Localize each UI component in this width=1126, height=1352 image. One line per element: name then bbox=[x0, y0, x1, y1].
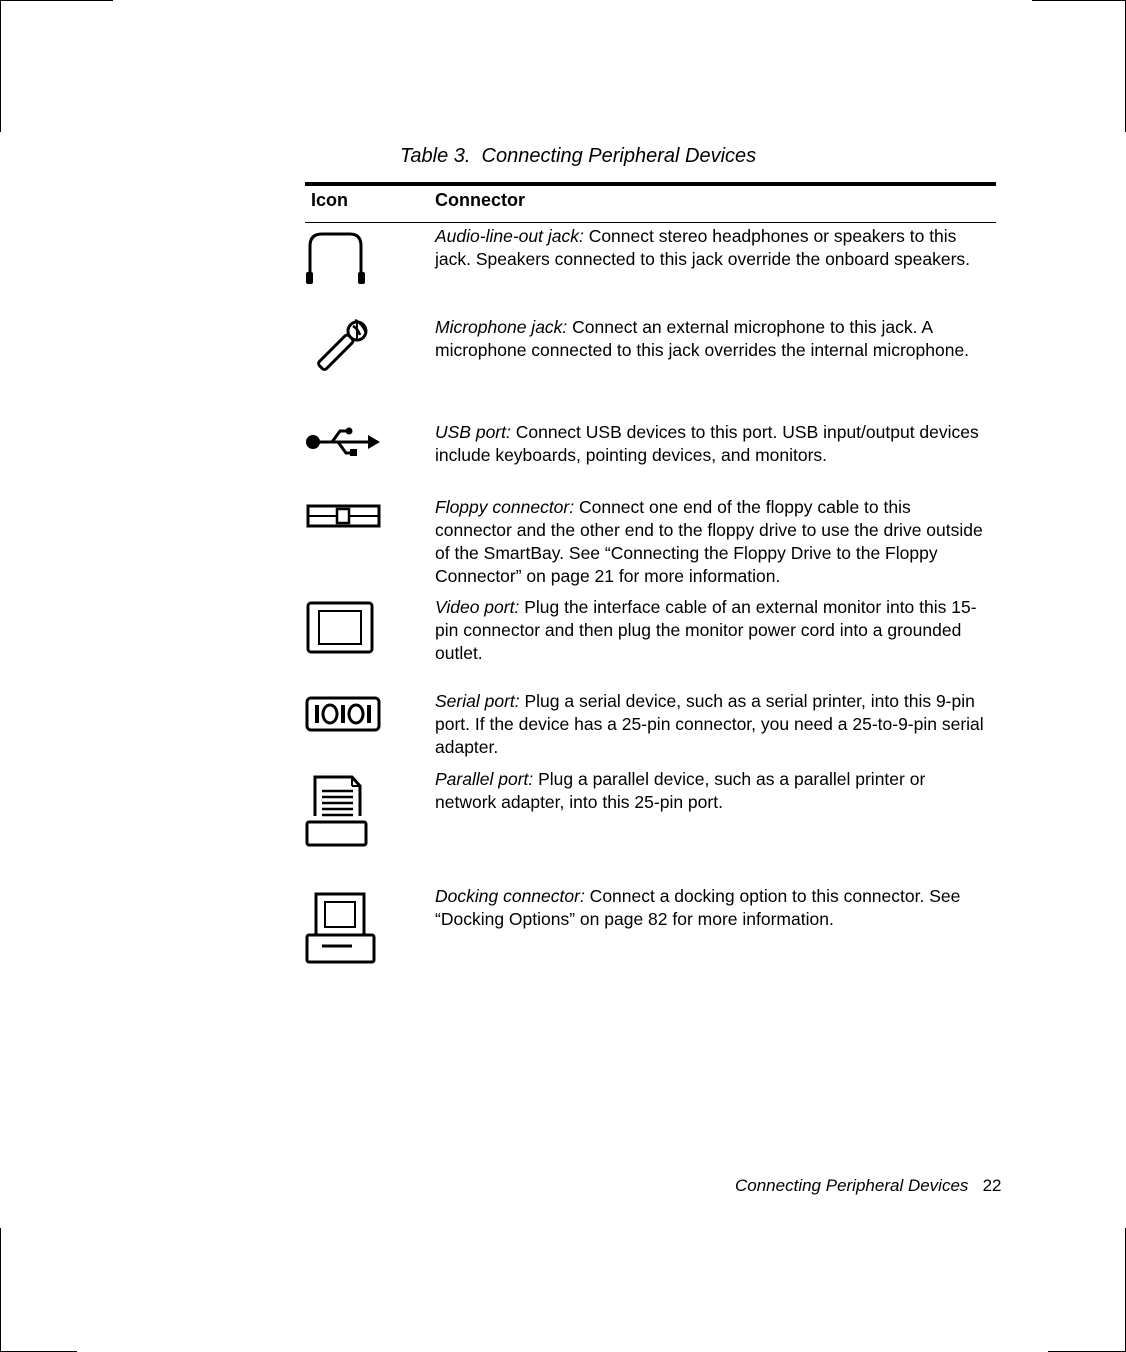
table-row bbox=[435, 885, 990, 931]
connector-description: Connect one end of the floppy cable to this connector and the other end to the floppy drive to use the drive outside of the SmartBay. See “Connecting the Floppy Drive to the Floppy Connector” on page 21 for more information. bbox=[435, 497, 983, 586]
connector-term: Floppy connector: bbox=[435, 497, 575, 517]
connector-term: USB port: bbox=[435, 422, 511, 442]
page-number: 22 bbox=[982, 1176, 1002, 1195]
microphone-icon bbox=[300, 316, 390, 382]
page-footer bbox=[735, 1176, 1002, 1196]
connector-description: Plug a serial device, such as a serial printer, into this 9-pin port. If the device has a 25-pin connector, you need a 25-to-9-pin serial adapter. bbox=[435, 691, 984, 757]
connector-term: Microphone jack: bbox=[435, 317, 568, 337]
table-row bbox=[435, 316, 990, 362]
crop-mark bbox=[0, 0, 1, 132]
table-caption: Table 3. Connecting Peripheral Devices bbox=[400, 145, 757, 167]
table-row bbox=[435, 496, 990, 588]
connector-term: Docking connector: bbox=[435, 886, 585, 906]
connector-description: Plug the interface cable of an external monitor into this 15-pin connector and then plug the monitor power cord into a grounded outlet. bbox=[435, 597, 977, 663]
column-header-connector: Connector bbox=[435, 190, 525, 210]
connector-description: Plug a parallel device, such as a parallel printer or network adapter, into this 25-pin port. bbox=[435, 769, 926, 812]
connector-term: Audio-line-out jack: bbox=[435, 226, 584, 246]
column-header-icon: Icon bbox=[311, 190, 349, 210]
connector-description: Connect an external microphone to this jack. A microphone connected to this jack overrides the internal microphone. bbox=[435, 317, 970, 360]
printer-icon bbox=[300, 772, 390, 850]
crop-mark bbox=[1032, 0, 1126, 1]
connector-term: Parallel port: bbox=[435, 769, 534, 789]
crop-mark bbox=[0, 0, 113, 1]
footer-title: Connecting Peripheral Devices bbox=[735, 1176, 969, 1195]
table-row bbox=[435, 596, 990, 665]
connector-description: Connect a docking option to this connector. See “Docking Options” on page 82 for more information. bbox=[435, 886, 961, 929]
headphones-icon bbox=[300, 228, 390, 290]
crop-mark bbox=[0, 1228, 1, 1352]
monitor-icon bbox=[300, 600, 390, 656]
floppy-connector-icon bbox=[300, 500, 390, 532]
connector-term: Serial port: bbox=[435, 691, 520, 711]
docking-station-icon bbox=[300, 890, 390, 966]
table-row bbox=[435, 768, 990, 814]
connector-description: Connect stereo headphones or speakers to this jack. Speakers connected to this jack override the onboard speakers. bbox=[435, 226, 971, 269]
usb-icon bbox=[300, 424, 390, 464]
connector-term: Video port: bbox=[435, 597, 520, 617]
serial-port-icon bbox=[300, 694, 390, 734]
table-row bbox=[435, 690, 990, 759]
connector-description: Connect USB devices to this port. USB input/output devices include keyboards, pointing devices, and monitors. bbox=[435, 422, 979, 465]
table-top-rule bbox=[305, 182, 996, 186]
table-header-rule bbox=[305, 222, 996, 223]
table-row bbox=[435, 225, 990, 271]
table-row bbox=[435, 421, 990, 467]
